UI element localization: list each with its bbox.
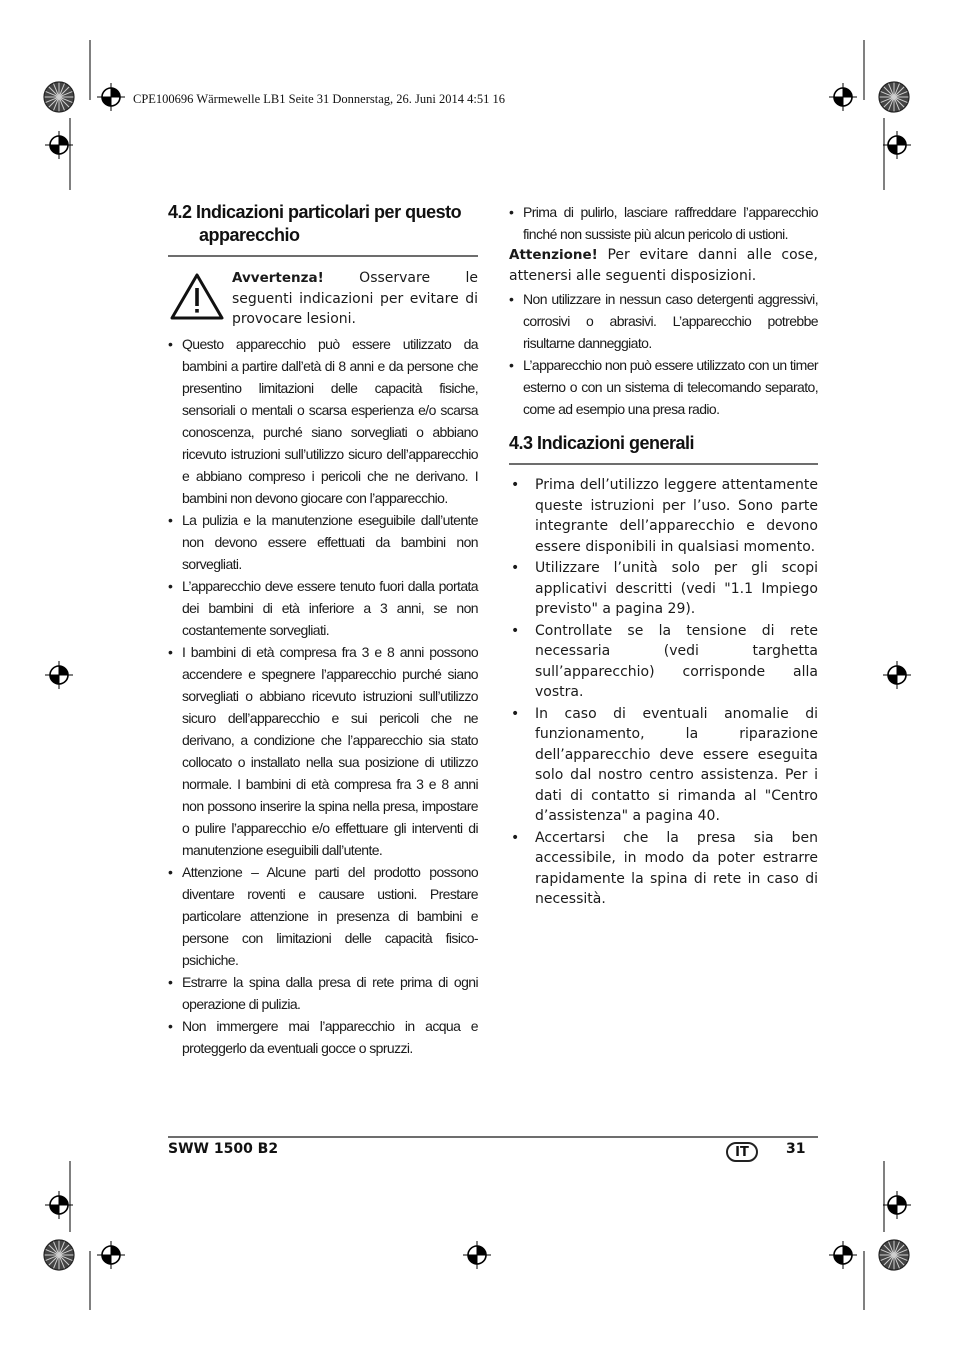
warning-triangle-icon bbox=[169, 272, 225, 322]
list-item: • L’apparecchio deve essere tenuto fuori dalla portata dei bambini di età inferiore a 3 anni, se non costantemente sorvegliati. bbox=[168, 575, 478, 641]
section-4-2-heading bbox=[168, 201, 478, 247]
list-item: • Accertarsi che la presa sia ben accessibile, in modo da poter estrarre rapidamente la spina di rete in caso di necessità. bbox=[509, 828, 818, 910]
warning-box bbox=[168, 268, 478, 331]
list-item: • Attenzione – Alcune parti del prodotto possono diventare roventi e causare ustioni. Prestare particolare attenzione in presenza di bambini e persone con limitazioni delle capacità fisico-psichiche. bbox=[168, 861, 478, 971]
list-item: • Non utilizzare in nessun caso detergenti aggressivi, corrosivi o abrasivi. L’apparecchio potrebbe risultarne danneggiato. bbox=[509, 288, 818, 354]
section-4-2-rule bbox=[168, 255, 478, 257]
section-4-3-heading: 4.3 Indicazioni generali bbox=[509, 433, 695, 453]
warning-text-block bbox=[232, 268, 478, 330]
section-4-2 bbox=[168, 201, 478, 1059]
cleaning-bullet-list bbox=[509, 201, 818, 245]
section-4-3-bullet-list bbox=[509, 475, 818, 910]
list-item: • Controllate se la tensione di rete necessaria (vedi targhetta sull’apparecchio) corrisponde alla vostra. bbox=[509, 621, 818, 703]
list-item: • Questo apparecchio può essere utilizzato da bambini a partire dall’età di 8 anni e da persone che presentino limitazioni delle capacità fisiche, sensoriali o mentali o scarsa esperienza e/o scarsa conoscenza, purché siano sorvegliati o abbiano ricevuto istruzioni sull’utilizzo sicuro dell’apparecchio e abbiano compreso i pericoli che ne derivano. I bambini non devono giocare con l’apparecchio. bbox=[168, 333, 478, 509]
attention-block bbox=[509, 245, 818, 287]
list-item: • Non immergere mai l’apparecchio in acqua e proteggerlo da eventuali gocce o spruzzi. bbox=[168, 1015, 478, 1059]
section-4-2-bullet-list bbox=[168, 333, 478, 1059]
print-slug: CPE100696 Wärmewelle LB1 Seite 31 Donnerstag, 26. Juni 2014 4:51 16 bbox=[133, 92, 505, 106]
list-item: • La pulizia e la manutenzione eseguibile dall’utente non devono essere effettuati da bambini non sorvegliati. bbox=[168, 509, 478, 575]
list-item: • Estrarre la spina dalla presa di rete prima di ogni operazione di pulizia. bbox=[168, 971, 478, 1015]
footer-rule bbox=[168, 1136, 818, 1138]
attention-text: Per evitare danni alle cose, attenersi alle seguenti disposizioni. bbox=[509, 247, 818, 284]
list-item: • Prima di pulirlo, lasciare raffreddare l’apparecchio finché non sussiste più alcun pericolo di ustioni. bbox=[509, 201, 818, 245]
page-number: 31 bbox=[786, 1141, 806, 1157]
right-column bbox=[509, 201, 818, 911]
section-4-2-heading-line2: apparecchio bbox=[199, 225, 300, 245]
warning-text: Osservare le seguenti indicazioni per evitare di provocare lesioni. bbox=[232, 270, 479, 327]
section-4-2-heading-line1: 4.2 Indicazioni particolari per questo bbox=[168, 202, 462, 222]
list-item: • In caso di eventuali anomalie di funzionamento, la riparazione dell’apparecchio deve essere eseguita solo dal nostro centro assistenza. Per i dati di contatto si rimanda al "Centro d’assistenza" a pagina 40. bbox=[509, 704, 818, 827]
list-item: • Prima dell’utilizzo leggere attentamente queste istruzioni per l’uso. Sono parte integrante dell’apparecchio e devono essere disponibili in qualsiasi momento. bbox=[509, 475, 818, 557]
list-item: • I bambini di età compresa fra 3 e 8 anni possono accendere e spegnere l’apparecchio purché siano sorvegliati o abbiano ricevuto istruzioni sull’utilizzo sicuro dell’apparecchio e sui pericoli che ne derivano, a condizione che l’apparecchio sia stato collocato o installato nella sua posizione di utilizzo normale. I bambini di età compresa fra 3 e 8 anni non possono inserire la spina nella presa, impostare o pulire l’apparecchio e/o effettuare gli interventi di manutenzione eseguibili dall’utente. bbox=[168, 641, 478, 861]
section-4-3-rule bbox=[509, 463, 818, 465]
warning-label: Avvertenza! bbox=[232, 270, 324, 286]
attention-label: Attenzione! bbox=[509, 247, 598, 263]
language-badge: IT bbox=[726, 1142, 758, 1162]
list-item: • Utilizzare l’unità solo per gli scopi applicativi descritti (vedi "1.1 Impiego previsto" a pagina 29). bbox=[509, 558, 818, 620]
footer-model: SWW 1500 B2 bbox=[168, 1141, 279, 1157]
attention-bullet-list bbox=[509, 288, 818, 420]
list-item: • L’apparecchio non può essere utilizzato con un timer esterno o con un sistema di telecomando separato, come ad esempio una presa radio. bbox=[509, 354, 818, 420]
